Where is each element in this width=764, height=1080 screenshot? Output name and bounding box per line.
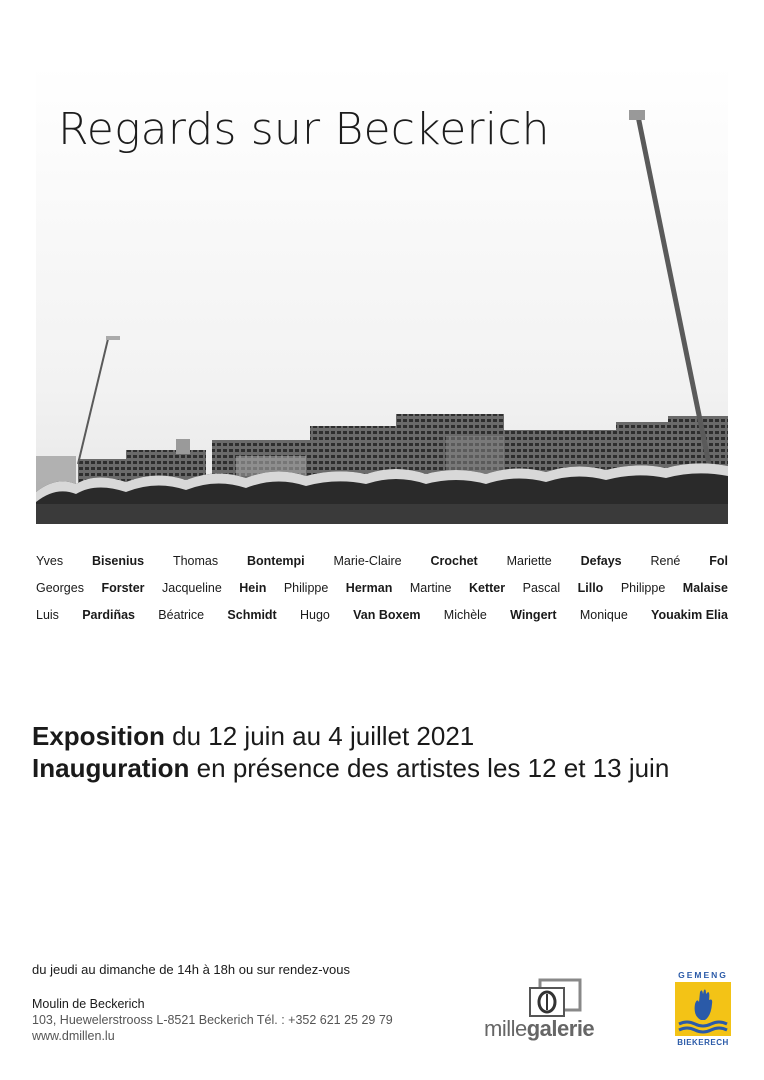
millegalerie-logo — [482, 976, 622, 1046]
artists-row-3 — [36, 606, 728, 633]
artist-last-name: Fol — [709, 554, 728, 568]
opening-hours: du jeudi au dimanche de 14h à 18h ou sur rendez-vous — [32, 962, 350, 977]
artist-last-name: Malaise — [682, 581, 728, 595]
artist-last-name: Wingert — [510, 608, 557, 622]
artist-last-name: Pardiñas — [82, 608, 136, 622]
artist-first-name: Michèle — [443, 608, 487, 622]
exposition-label: Exposition — [32, 721, 165, 751]
artist-last-name: Bontempi — [247, 554, 305, 568]
biekerech-text: BIEKERECH — [677, 1038, 729, 1047]
artist-first-name: Martine — [409, 581, 452, 595]
venue-address: 103, Huewelerstrooss L-8521 Beckerich Tél. : +352 621 25 29 79 — [32, 1013, 393, 1027]
mille-text: mille — [484, 1016, 527, 1041]
gemeng-biekerech-logo — [670, 970, 736, 1050]
artists-list — [36, 552, 728, 633]
artists-row-1 — [36, 552, 728, 579]
artist-first-name: Georges — [36, 581, 84, 595]
inauguration-text: en présence des artistes les 12 et 13 juin — [196, 753, 670, 783]
artist-first-name: Mariette — [506, 554, 552, 568]
mill-wheel-icon — [526, 976, 586, 1018]
artist-last-name: Herman — [345, 581, 393, 595]
page-title: Regards sur Beckerich — [58, 104, 550, 155]
municipality-emblem-icon — [673, 982, 733, 1036]
artist-first-name: Hugo — [299, 608, 330, 622]
artist-first-name: Yves — [36, 554, 64, 568]
event-info — [32, 720, 669, 784]
artist-first-name: Béatrice — [158, 608, 205, 622]
artist-last-name: Forster — [101, 581, 145, 595]
artist-first-name: Pascal — [522, 581, 561, 595]
venue-website[interactable]: www.dmillen.lu — [32, 1029, 115, 1043]
artist-first-name: Monique — [579, 608, 628, 622]
exposition-dates: du 12 juin au 4 juillet 2021 — [172, 721, 475, 751]
artist-last-name: Lillo — [577, 581, 604, 595]
artist-first-name: Philippe — [283, 581, 329, 595]
artist-first-name: Marie-Claire — [333, 554, 402, 568]
artist-last-name: Youakim Elia — [651, 608, 728, 622]
artist-first-name: Jacqueline — [162, 581, 222, 595]
venue-address-block — [32, 996, 393, 1044]
inauguration-label: Inauguration — [32, 753, 190, 783]
gemeng-text: GEMENG — [678, 970, 728, 980]
exposition-line — [32, 720, 669, 752]
artist-first-name: Luis — [36, 608, 59, 622]
artists-row-2 — [36, 579, 728, 606]
artist-last-name: Schmidt — [227, 608, 277, 622]
venue-name: Moulin de Beckerich — [32, 997, 145, 1011]
millegalerie-wordmark — [484, 1016, 594, 1042]
artist-last-name: Crochet — [430, 554, 478, 568]
artist-last-name: Hein — [239, 581, 267, 595]
inauguration-line — [32, 752, 669, 784]
artist-last-name: Van Boxem — [353, 608, 421, 622]
artist-last-name: Bisenius — [91, 554, 145, 568]
artist-last-name: Defays — [580, 554, 622, 568]
galerie-text: galerie — [526, 1016, 595, 1041]
artist-first-name: René — [650, 554, 681, 568]
artist-first-name: Thomas — [172, 554, 219, 568]
artist-first-name: Philippe — [620, 581, 666, 595]
artist-last-name: Ketter — [469, 581, 506, 595]
